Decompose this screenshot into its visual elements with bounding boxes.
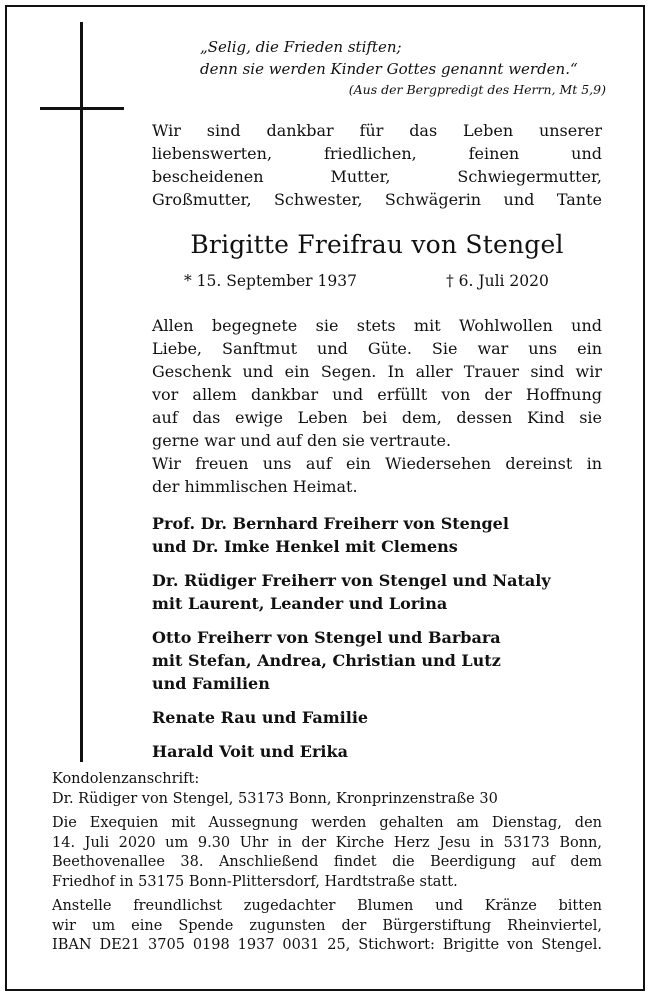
mourner-line: und Dr. Imke Henkel mit Clemens [152,537,458,556]
mourner-line: Prof. Dr. Bernhard Freiherr von Stengel [152,514,509,533]
donation-line: wir um eine Spende zugunsten der Bürgerstiftung Rheinviertel, [52,917,602,934]
mourner-group [152,512,612,558]
tribute-line: Allen begegnete sie stets mit Wohlwollen und [152,316,602,335]
mourner-line: mit Stefan, Andrea, Christian und Lutz [152,651,501,670]
mourner-line: und Familien [152,674,270,693]
intro-text [152,119,602,211]
mourner-group [152,740,612,763]
tribute-line: Wir freuen uns auf ein Wiedersehen dereinst in [152,454,602,473]
exequies-line: Die Exequien mit Aussegnung werden gehalten am Dienstag, den [52,815,602,831]
donation-info [52,897,602,956]
intro-line: bescheidenen Mutter, Schwiegermutter, [152,167,602,186]
mourners-list [152,512,612,774]
condolence-address [52,770,602,809]
deceased-name: Brigitte Freifrau von Stengel [190,230,564,259]
mourner-line: Otto Freiherr von Stengel und Barbara [152,628,501,647]
tribute-line: Liebe, Sanftmut und Güte. Sie war uns ein [152,339,602,358]
mourner-line: Dr. Rüdiger Freiherr von Stengel und Nataly [152,571,551,590]
tribute-line: auf das ewige Leben bei dem, dessen Kind sie [152,408,602,427]
mourner-line: mit Laurent, Leander und Lorina [152,594,448,613]
quote-line: denn sie werden Kinder Gottes genannt werden.“ [200,60,578,78]
exequies-line: Beethovenallee 38. Anschließend findet die Beerdigung auf dem [52,854,602,870]
mourner-line: Renate Rau und Familie [152,708,369,727]
donation-line: IBAN DE21 3705 0198 1937 0031 25, Stichwort: Brigitte von Stengel. [52,937,602,953]
tribute-line: vor allem dankbar und erfüllt von der Hoffnung [152,385,602,404]
mourner-line: Harald Voit und Erika [152,742,348,761]
cross-horizontal-bar [40,107,124,110]
exequies-line: 14. Juli 2020 um 9.30 Uhr in der Kirche Herz Jesu in 53173 Bonn, [52,834,602,851]
intro-line: Wir sind dankbar für das Leben unserer [152,121,602,140]
exequies-line: Friedhof in 53175 Bonn-Plittersdorf, Hardtstraße statt. [52,873,458,890]
quote-line: „Selig, die Frieden stiften; [200,38,402,56]
intro-line: Großmutter, Schwester, Schwägerin und Tante [152,190,602,209]
condolence-label: Kondolenzanschrift: [52,771,200,787]
quote-source: (Aus der Bergpredigt des Herrn, Mt 5,9) [348,82,606,97]
death-date: † 6. Juli 2020 [446,272,549,290]
intro-line: liebenswerten, friedlichen, feinen und [152,144,602,163]
tribute-line: der himmlischen Heimat. [152,477,358,496]
bible-quote [200,36,600,80]
donation-line: Anstelle freundlichst zugedachter Blumen und Kränze bitten [52,898,602,914]
condolence-address-line: Dr. Rüdiger von Stengel, 53173 Bonn, Kronprinzenstraße 30 [52,790,498,807]
tribute-text [152,314,602,498]
mourner-group [152,626,612,695]
mourner-group [152,569,612,615]
exequies-info [52,814,602,892]
tribute-line: Geschenk und ein Segen. In aller Trauer sind wir [152,362,602,381]
cross-vertical-bar [80,22,83,762]
tribute-line: gerne war und auf den sie vertraute. [152,431,452,450]
mourner-group [152,706,612,729]
birth-date: * 15. September 1937 [184,272,357,290]
notice-footer [52,770,602,961]
